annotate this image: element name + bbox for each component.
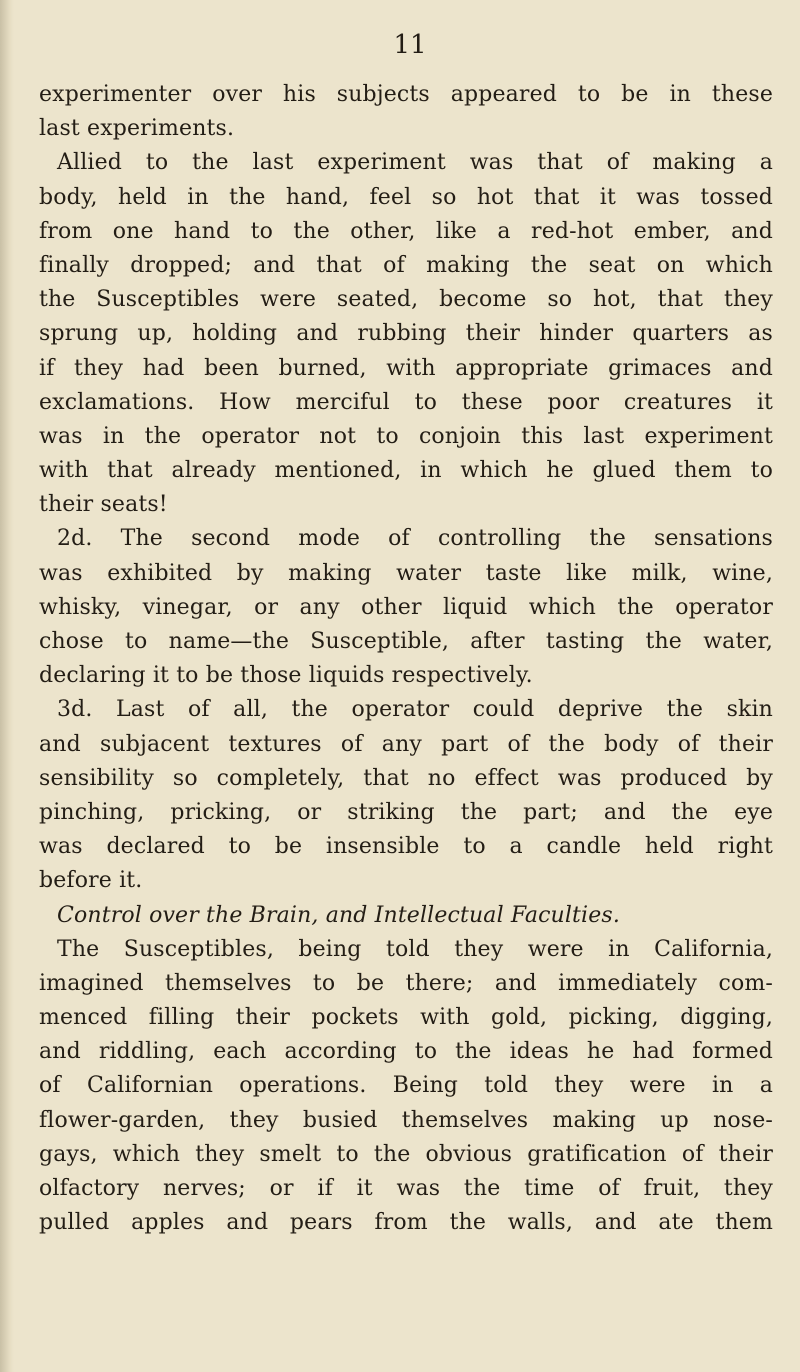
text-line: was exhibited by making water taste like milk, wine, xyxy=(39,560,773,586)
page-binding-edge xyxy=(0,0,14,1372)
text-line: gays, which they smelt to the obvious gratification of their xyxy=(39,1141,773,1167)
text-line: sprung up, holding and rubbing their hinder quarters as xyxy=(39,321,773,347)
text-line: declaring it to be those liquids respectively. xyxy=(39,663,533,689)
text-line: sensibility so completely, that no effect was produced by xyxy=(39,765,773,791)
text-line: their seats! xyxy=(39,492,168,518)
section-heading: Control over the Brain, and Intellectual Faculties. xyxy=(57,902,620,928)
text-line: menced filling their pockets with gold, picking, digging, xyxy=(39,1005,773,1031)
text-line: body, held in the hand, feel so hot that it was tossed xyxy=(39,184,773,210)
text-line: last experiments. xyxy=(39,116,235,142)
text-line: if they had been burned, with appropriate grimaces and xyxy=(39,355,773,381)
text-line: was in the operator not to conjoin this last experiment xyxy=(39,423,773,449)
text-line: from one hand to the other, like a red-hot ember, and xyxy=(39,218,773,244)
text-line: olfactory nerves; or if it was the time of fruit, they xyxy=(39,1176,773,1201)
text-line: and riddling, each according to the ideas he had formed xyxy=(39,1039,773,1065)
text-line: whisky, vinegar, or any other liquid which the operator xyxy=(39,594,773,620)
text-line: with that already mentioned, in which he glued them to xyxy=(39,458,773,484)
page-number: 11 xyxy=(393,30,427,60)
body-text xyxy=(39,78,773,1240)
text-line: Allied to the last experiment was that of making a xyxy=(57,150,773,176)
text-line: experimenter over his subjects appeared to be in these xyxy=(39,82,773,107)
text-line: chose to name—the Susceptible, after tasting the water, xyxy=(39,629,773,654)
text-line: 3d. Last of all, the operator could deprive the skin xyxy=(57,697,773,723)
text-line: flower-garden, they busied themselves making up nose- xyxy=(39,1107,773,1133)
text-line: pinching, pricking, or striking the part; and the eye xyxy=(39,799,773,825)
text-line: 2d. The second mode of controlling the sensations xyxy=(57,526,773,552)
text-line: finally dropped; and that of making the seat on which xyxy=(39,252,773,278)
text-line: exclamations. How merciful to these poor creatures it xyxy=(39,389,773,415)
text-line: of Californian operations. Being told they were in a xyxy=(39,1073,773,1099)
text-line: imagined themselves to be there; and immediately com- xyxy=(39,970,773,996)
text-line: before it. xyxy=(39,868,143,894)
text-line: The Susceptibles, being told they were in California, xyxy=(57,936,773,962)
text-line: was declared to be insensible to a candle held right xyxy=(39,834,773,860)
text-line: pulled apples and pears from the walls, and ate them xyxy=(39,1210,773,1236)
text-line: and subjacent textures of any part of the body of their xyxy=(39,731,773,757)
text-line: the Susceptibles were seated, become so hot, that they xyxy=(39,287,773,313)
